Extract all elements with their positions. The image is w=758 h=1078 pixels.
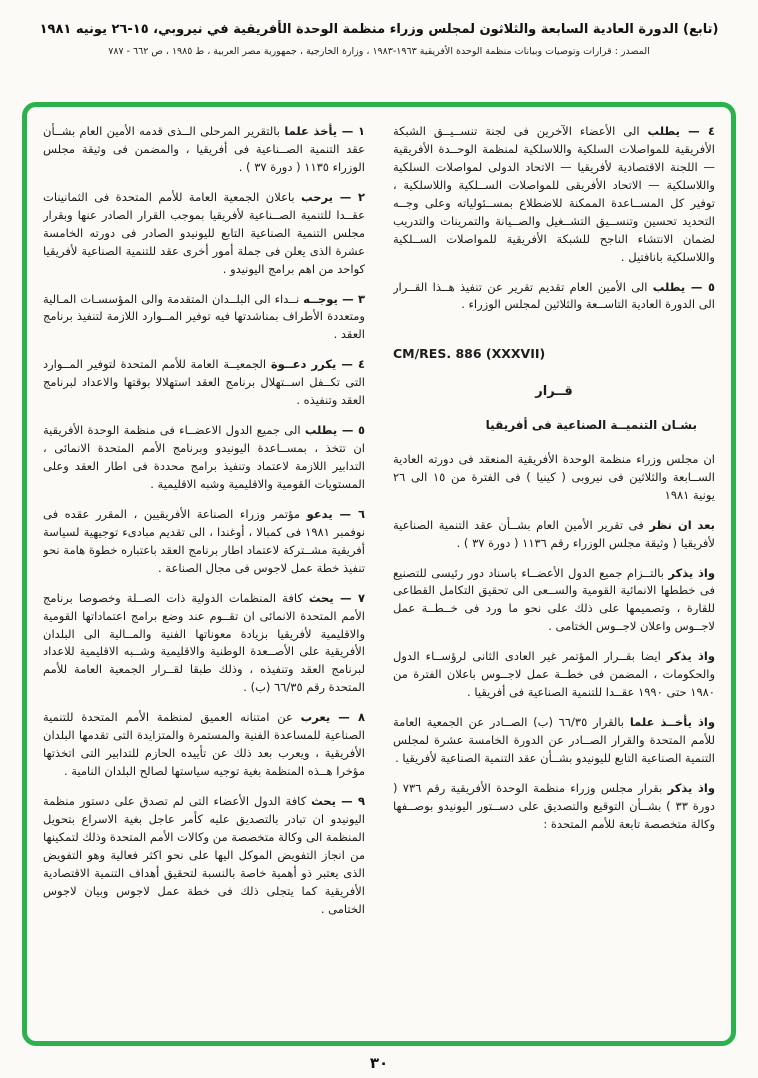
clause-text: ايضا بقــرار المؤتمر غير العادى الثانى لرؤســاء الدول والحكومات ، المضمن فى خطــة عمل لاجــوس باعلان الفترة من ١٩٨٠ حتى ١٩٩٠ عقــدا للتنمية الصناعية فى أفريقيا . — [393, 649, 715, 700]
left-column — [43, 123, 365, 1031]
clause-lead: ٣ — يوجــه — [303, 291, 365, 306]
operative-clause-4 — [393, 123, 715, 267]
clause-lead: ٢ — يرحب — [301, 189, 365, 204]
clause-lead: واذ يذكر — [667, 780, 715, 795]
right-column — [393, 123, 715, 1031]
clause-text: فى تقرير الأمين العام بشــأن عقد التنمية الصناعية لأفريقيا ( وثيقة مجلس الوزراء رقم ١١٣٦ ( دورة ٣٧ ) . — [393, 517, 715, 550]
clause-text: الى الأعضاء الآخرين فى لجنة تنســيــق الشبكة الأفريقية للمواصلات السلكية واللاسلكية لمنظمة الوحــدة الأفريقية — اللجنة الاقتصادية لأفريقيا — الاتحاد الدولى لمواصلات السلكية واللاسلكية — الاتحاد الأفريقى للمواصلات الســلكية واللاسلكية ، توفير كل المســاعدة الممكنة للاضطلاع بمســئولياته وعلى وجــه التحديد تحسين وتنســيق التشــغيل والصــيانة والتمرينات والتدريب لضمان الانتشاء الناجح للشبكة الأفريقية للمواصلات الســلكية واللاسلكية بانافتيل . — [393, 124, 715, 264]
resolution-title: قــرار — [535, 383, 573, 399]
clause-text: الى الأمين العام تقديم تقرير عن تنفيذ هــذا القــرار الى الدورة العادية التاســعة والثلاثين لمجلس الوزراء . — [393, 279, 715, 312]
clause-lead: ٦ — يدعو — [306, 506, 365, 521]
page-number: ٣٠ — [369, 1054, 389, 1072]
clause-text: ان مجلس وزراء منظمة الوحدة الأفريقية المنعقد فى دورته العادية الســابعة والثلاثين فى نيروبى ( كينيا ) فى الفترة من ١٥ الى ٢٦ يونية ١٩٨١ — [393, 451, 715, 502]
clause-lead: بعد ان نظر — [649, 517, 715, 532]
clause-text: الجمعيــة العامة للأمم المتحدة لتوفير المــوارد التى تكــفل اســتهلال برنامج العقد استهلالا بوقتها والاعداد لبرنامج العقد وتنفيذه . — [43, 357, 365, 408]
clause-lead: ٤ — يطلب — [647, 124, 715, 138]
clause-text: بالتــزام جميع الدول الأعضــاء باسناد دور رئيسى للتصنيع فى خططها الانمائية القومية والســعى الى تحقيق التكامل القطاعى للقارة ، وتصميمها على ذلك على نحو ما ورد فى خــطــة عمل لاجــوس واعلان لاجــوس الختامى . — [393, 565, 715, 634]
clause-lead: ٥ — يطلب — [652, 279, 715, 294]
clause-lead: ١ — يأخذ علما — [284, 124, 365, 138]
preamble-clause — [393, 565, 715, 637]
clause-lead: ٩ — يحث — [311, 794, 365, 808]
clause-lead: واذ يأخــذ علما — [629, 715, 715, 730]
resolution-subtitle: بشـان التنميــة الصناعية فى أفريقيا — [485, 418, 697, 433]
preamble-clause — [393, 780, 715, 834]
clause-text: باعلان الجمعية العامة للأمم المتحدة فى الثمانينات عقــدا للتنمية الصــناعية لأفريقيا بموجب القرار الصادر عنها وبقرار مجلس التنمية الصناعية التابع لليونيدو الصادر فى دورته الخامسة عشرة الذى يعلن فى جملة أمور أخرى عقد للتنمية الصناعية لأفريقيا كواحد من اهم برامج اليونيدو . — [43, 189, 365, 276]
operative-clause-4b — [43, 356, 365, 410]
operative-clause-5b — [43, 422, 365, 494]
operative-clause-1 — [43, 123, 365, 177]
two-column-layout — [43, 123, 715, 1031]
clause-text: مؤتمر وزراء الصناعة الأفريقيين ، المقرر عقده فى نوفمبر ١٩٨١ فى كمبالا ، أوغندا ، الى تقديم مبادىء توجيهية لسياسة أفريقية مشــتركة لاعتماد اطار برنامج العقد باعتباره خطوة هامة نحو تنفيذ خطة عمل لاجوس فى مجال الصناعة . — [43, 506, 365, 575]
clause-text: بقرار مجلس وزراء منظمة الوحدة الأفريقية رقم ٧٣٦ ( دورة ٣٣ ) بشــأن التوقيع والتصديق على دســتور اليونيدو بوصــفها وكالة متخصصة تابعة للأمم المتحدة : — [393, 780, 715, 831]
clause-lead: ٧ — يحث — [308, 590, 365, 605]
content-frame — [22, 102, 736, 1046]
clause-text: الى جميع الدول الاعضــاء فى منظمة الوحدة الأفريقية ان تتخذ ، بمســاعدة اليونيدو وبرنامج الأمم المتحدة الانمائى ، التدابير اللازمة لاعتماد وتنفيذ برامج محددة فى اطار العقد وعلى المستويات القومية والاقليمية وشبه الاقليمية . — [43, 423, 365, 491]
clause-text: بالتقرير المرحلى الــذى قدمه الأمين العام بشــأن عقد التنمية الصــناعية فى أفريقيا ، والمضمن فى وثيقة مجلس الوزراء ١١٣٥ ( دورة ٣٧ ) . — [43, 124, 365, 174]
clause-lead: واذ يذكر — [668, 565, 715, 580]
clause-text: كافة الدول الأعضاء التى لم تصدق على دستور منظمة اليونيدو ان تبادر بالتصديق عليه كأمر عاجل بغية الاسراع بتحويل المنظمة الى وكالة متخصصة من وكالات الأمم المتحدة وذلك لتمكينها من انجاز التفويض الموكل اليها على نحو اكثر فعالية وهو التفويض الذى يعتبر ذو أهمية خاصة بالنسبة لتحقيق أهداف التنمية الاقتصادية الأفريقية كما يتجلى ذلك فى خطة عمل لاجوس وبيان لاجوس الختامى . — [43, 794, 365, 916]
resolution-code: CM/RES. 886 (XXXVII) — [393, 346, 546, 362]
operative-clause-3 — [43, 291, 365, 345]
document-header — [0, 0, 758, 57]
preamble-clause — [393, 451, 715, 505]
clause-lead: ٥ — يطلب — [304, 423, 365, 438]
clause-lead: ٤ — يكرر دعــوة — [270, 357, 365, 372]
operative-clause-5 — [393, 279, 715, 315]
preamble-clause — [393, 714, 715, 768]
document-title: (تابع) الدورة العادية السابعة والثلاثون لمجلس وزراء منظمة الوحدة الأفريقية في نيروبي، ١٥-٢٦ يونيه ١٩٨١ — [39, 22, 719, 37]
preamble-clause — [393, 517, 715, 553]
preamble-clause — [393, 648, 715, 702]
clause-text: نــداء الى البلــدان المتقدمة والى المؤسسـات المـالية ومتعددة الأطراف بمناشدتها فيه توفير المــوارد اللازمة لتنفيذ برنامج العقد . — [43, 291, 365, 342]
operative-clause-2 — [43, 189, 365, 279]
document-source-line: المصدر : قرارات وتوصيات وبيانات منظمة الوحدة الأفريقية ١٩٦٣-١٩٨٣ ، وزارة الخارجية ، جمهورية مصر العربية ، ط ١٩٨٥ ، ص ٦٦٢ - ٧٨٧ — [108, 46, 650, 57]
clause-text: كافة المنظمات الدولية ذات الصــلة وخصوصا برنامج الأمم المتحدة الانمائى ان تقــوم عند وضع برامج اعتماداتها القومية والاقليمية لأفريقيا بزيادة معوناتها الفنية والمــالية الى البلدان الأفريقية على الأصــعدة الوطنية والاقليمية وشــبه الاقليمية للاعداد لبرنامج العقد وتنفيذه ، وذلك طبقا لقــرار الجمعية العامة للأمم المتحدة رقم ٦٦/٣٥ (ب) . — [43, 590, 365, 695]
clause-text: بالقرار ٦٦/٣٥ (ب) الصــادر عن الجمعية العامة للأمم المتحدة والقرار الصــادر عن الدورة الخامسة عشرة لمجلس التنمية الصناعية التابع لليونيدو بشــأن عقد التنمية الصناعية لأفريقيا . — [393, 715, 715, 765]
operative-clause-9 — [43, 793, 365, 919]
clause-text: عن امتنانه العميق لمنظمة الأمم المتحدة للتنمية الصناعية للمساعدة الفنية والمستمرة والمتزايدة التى تقدمها البلدان الأفريقية ، ويعرب بعد ذلك عن تأييده الحازم للتدابير التى اتخذتها مؤخرا هــذه المنظمة بغية توجيه سياستها لصالح البلدان النامية . — [43, 710, 365, 779]
operative-clause-7 — [43, 590, 365, 698]
operative-clause-8 — [43, 709, 365, 781]
clause-lead: ٨ — يعرب — [300, 710, 365, 725]
clause-lead: واذ يذكر — [666, 649, 715, 664]
operative-clause-6 — [43, 506, 365, 578]
